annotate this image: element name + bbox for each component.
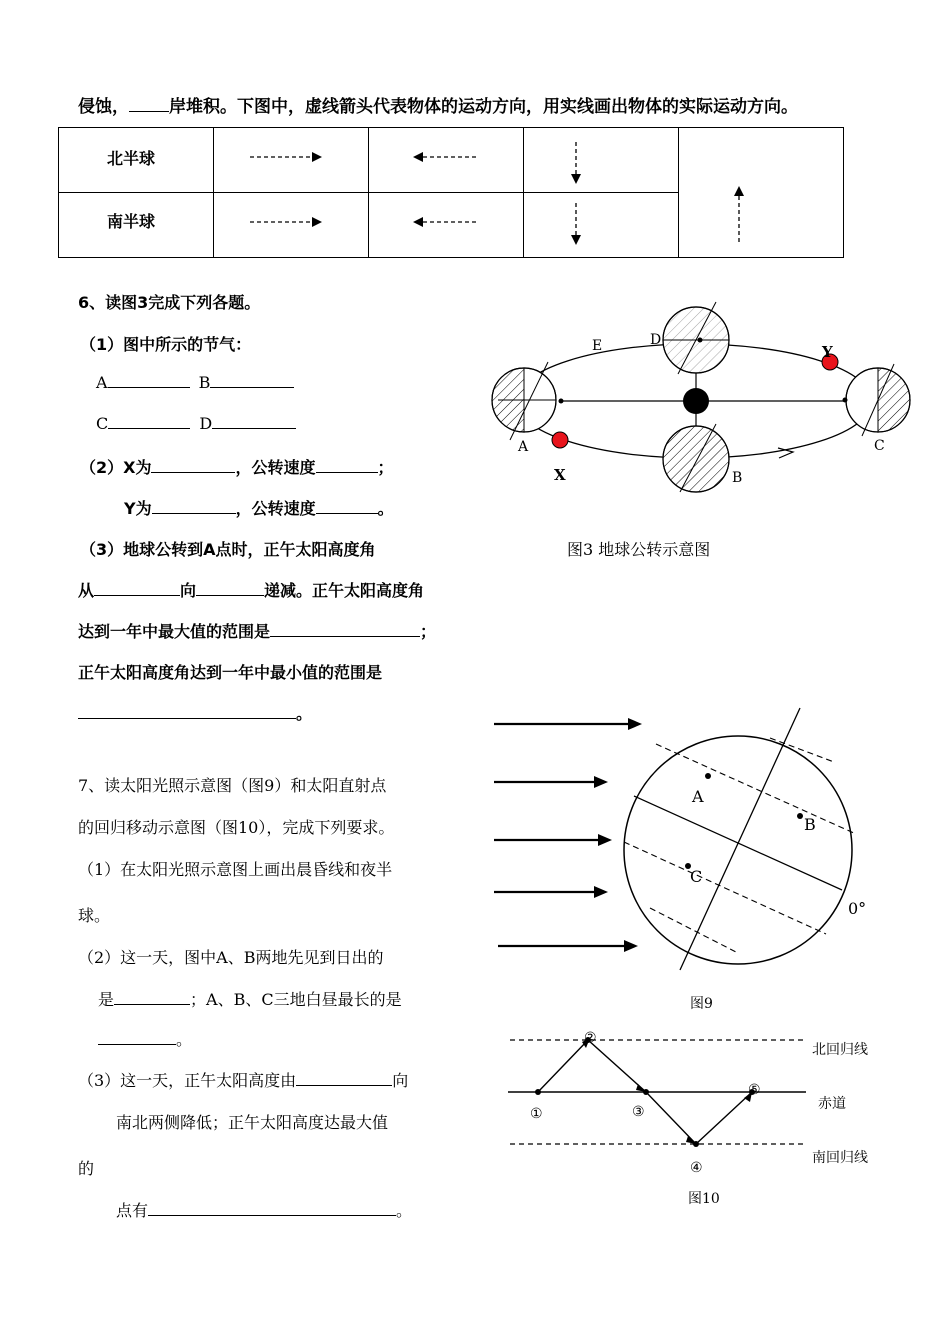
arrow-cell[interactable] bbox=[369, 193, 524, 258]
point-label-5: ⑤ bbox=[748, 1082, 761, 1098]
s3-l4-end: 。 bbox=[396, 1201, 413, 1220]
intro-post: 岸堆积。下图中，虚线箭头代表物体的运动方向，用实线画出物体的实际运动方向。 bbox=[169, 97, 798, 117]
answer-blank-y-speed[interactable] bbox=[316, 499, 378, 514]
answer-blank-from[interactable] bbox=[94, 581, 180, 596]
dashed-arrow-down-icon bbox=[524, 193, 678, 253]
q6-title: 6、读图3完成下列各题。 bbox=[78, 293, 261, 312]
q6-part3-line4: 正午太阳高度角达到一年中最小值的范围是 bbox=[78, 663, 383, 682]
answer-blank-x[interactable] bbox=[151, 458, 235, 473]
q7-line2: 的回归移动示意图（图10），完成下列要求。 bbox=[78, 818, 395, 837]
s3-l4-pre: 点有 bbox=[116, 1201, 149, 1220]
p3-l3-pre: 达到一年中最大值的范围是 bbox=[78, 622, 271, 641]
row-label-cell bbox=[59, 193, 214, 258]
label-tropic-cancer: 北回归线 bbox=[812, 1042, 868, 1058]
dashed-arrow-right-icon bbox=[214, 193, 368, 253]
arrow-cell[interactable] bbox=[369, 128, 524, 193]
point-a-dot bbox=[705, 773, 711, 779]
point-label-4: ④ bbox=[690, 1160, 703, 1176]
s3-post: 向 bbox=[392, 1071, 409, 1090]
row-label-cell bbox=[59, 128, 214, 193]
q6-part1: （1）图中所示的节气： bbox=[80, 335, 252, 354]
q6-part3-line2 bbox=[78, 578, 424, 601]
dashed-arrow-left-icon bbox=[369, 193, 523, 253]
answer-blank-b[interactable] bbox=[210, 373, 294, 388]
sun-icon bbox=[683, 388, 709, 414]
q6-part3-line5 bbox=[78, 701, 312, 724]
x-end: ； bbox=[377, 458, 394, 477]
answer-blank-longest-day[interactable] bbox=[98, 1030, 176, 1045]
row-label-south: 南半球 bbox=[107, 212, 156, 231]
q7-s3-line3: 的 bbox=[78, 1159, 95, 1178]
fig3-label-y: Y bbox=[822, 343, 833, 361]
point-x-dot bbox=[552, 432, 568, 448]
arrow-cell[interactable] bbox=[524, 128, 679, 193]
dashed-arrow-up-icon bbox=[679, 130, 843, 252]
point-label-2: ② bbox=[584, 1030, 597, 1046]
fig3-label-c: C bbox=[874, 438, 885, 454]
q6-x-line bbox=[80, 455, 394, 478]
fig9-caption: 图9 bbox=[690, 996, 713, 1012]
answer-blank-max-points[interactable] bbox=[148, 1201, 396, 1216]
fig3-label-a: A bbox=[518, 439, 529, 455]
p3-mid: 向 bbox=[180, 581, 197, 600]
dashed-arrow-right-icon bbox=[214, 128, 368, 188]
point-label-3: ③ bbox=[632, 1104, 645, 1120]
p3-l3-end: ； bbox=[420, 622, 437, 641]
answer-blank[interactable] bbox=[129, 97, 169, 112]
s2-post: ；A、B、C三地白昼最长的是 bbox=[190, 990, 402, 1009]
q7-s2-line1: （2）这一天，图中A、B两地先见到日出的 bbox=[78, 948, 384, 967]
answer-blank-y[interactable] bbox=[152, 499, 236, 514]
answer-blank-sunrise[interactable] bbox=[114, 990, 190, 1005]
q6-cd-line bbox=[96, 414, 296, 433]
sunlight-arrows bbox=[494, 718, 642, 952]
q7-s1-line2: 球。 bbox=[78, 906, 111, 925]
answer-blank-to[interactable] bbox=[196, 581, 264, 596]
s3-pre: （3）这一天，正午太阳高度由 bbox=[78, 1071, 297, 1090]
fig3-label-e: E bbox=[592, 338, 603, 354]
arrow-cell[interactable] bbox=[214, 193, 369, 258]
p3-l5-end: 。 bbox=[296, 704, 313, 723]
figure-3-orbit-diagram bbox=[488, 296, 928, 496]
q7-s1-line1: （1）在太阳光照示意图上画出晨昏线和夜半 bbox=[78, 860, 393, 879]
y-mid: ，公转速度 bbox=[235, 499, 316, 518]
fig9-label-b: B bbox=[804, 815, 816, 834]
fig3-label-b: B bbox=[732, 470, 743, 486]
label-c: C bbox=[96, 414, 109, 433]
intro-pre: 侵蚀， bbox=[78, 97, 129, 117]
fig9-label-a: A bbox=[692, 787, 704, 806]
dashed-arrow-down-icon bbox=[524, 128, 678, 188]
q7-s2-line2 bbox=[98, 987, 402, 1010]
label-d: D bbox=[199, 414, 213, 433]
answer-blank-max-range[interactable] bbox=[270, 622, 420, 637]
earth-a bbox=[492, 362, 556, 440]
figure-9-sunlight-diagram bbox=[490, 700, 910, 990]
label-equator: 赤道 bbox=[818, 1096, 846, 1112]
figure-10-migration-diagram bbox=[500, 1024, 900, 1184]
answer-blank-a[interactable] bbox=[108, 373, 190, 388]
q6-part3-line1: （3）地球公转到A点时，正午太阳高度角 bbox=[80, 540, 376, 559]
earth-d bbox=[663, 302, 729, 374]
p3-post: 递减。正午太阳高度角 bbox=[264, 581, 425, 600]
x-mid: ，公转速度 bbox=[235, 458, 316, 477]
point-label-1: ① bbox=[530, 1106, 543, 1122]
y-end: 。 bbox=[377, 499, 394, 518]
q7-s2-line3 bbox=[98, 1027, 192, 1050]
fig9-label-c: C bbox=[690, 867, 703, 886]
x-pre: （2）X为 bbox=[80, 458, 152, 477]
fig10-caption: 图10 bbox=[688, 1191, 720, 1207]
label-b: B bbox=[198, 373, 211, 392]
table-row bbox=[59, 128, 844, 193]
label-tropic-capricorn: 南回归线 bbox=[812, 1150, 868, 1166]
arrow-cell[interactable] bbox=[524, 193, 679, 258]
dashed-arrow-left-icon bbox=[369, 128, 523, 188]
arrow-cell[interactable] bbox=[679, 128, 844, 258]
answer-blank-min-range[interactable] bbox=[78, 704, 296, 719]
q7-s3-line1 bbox=[78, 1068, 408, 1091]
s2-pre: 是 bbox=[98, 990, 115, 1009]
q6-ab-line bbox=[96, 373, 294, 392]
answer-blank-x-speed[interactable] bbox=[316, 458, 378, 473]
point-b-dot bbox=[797, 813, 803, 819]
arrow-cell[interactable] bbox=[214, 128, 369, 193]
answer-blank-d[interactable] bbox=[212, 414, 296, 429]
migration-arrow-icons bbox=[582, 1038, 752, 1144]
answer-blank-c[interactable] bbox=[108, 414, 190, 429]
y-pre: Y为 bbox=[124, 499, 152, 518]
intro-line bbox=[78, 92, 798, 117]
p3-pre: 从 bbox=[78, 581, 95, 600]
fig3-caption: 图3 地球公转示意图 bbox=[567, 540, 711, 559]
q6-part3-line3 bbox=[78, 619, 436, 642]
fig9-label-zero-degree: 0° bbox=[848, 899, 867, 918]
q7-line1: 7、读太阳光照示意图（图9）和太阳直射点 bbox=[78, 776, 387, 795]
earth-b bbox=[663, 424, 729, 492]
s2-l3-end: 。 bbox=[176, 1030, 193, 1049]
q6-y-line bbox=[124, 496, 394, 519]
fig3-label-d: D bbox=[650, 332, 662, 348]
answer-blank-from-latitude[interactable] bbox=[296, 1071, 392, 1086]
label-a: A bbox=[96, 373, 108, 392]
row-label-north: 北半球 bbox=[107, 149, 156, 168]
q7-s3-line2: 南北两侧降低；正午太阳高度达最大值 bbox=[116, 1113, 389, 1132]
fig3-label-x: X bbox=[554, 466, 566, 484]
direction-table bbox=[58, 127, 844, 258]
q7-s3-line4 bbox=[116, 1198, 412, 1221]
